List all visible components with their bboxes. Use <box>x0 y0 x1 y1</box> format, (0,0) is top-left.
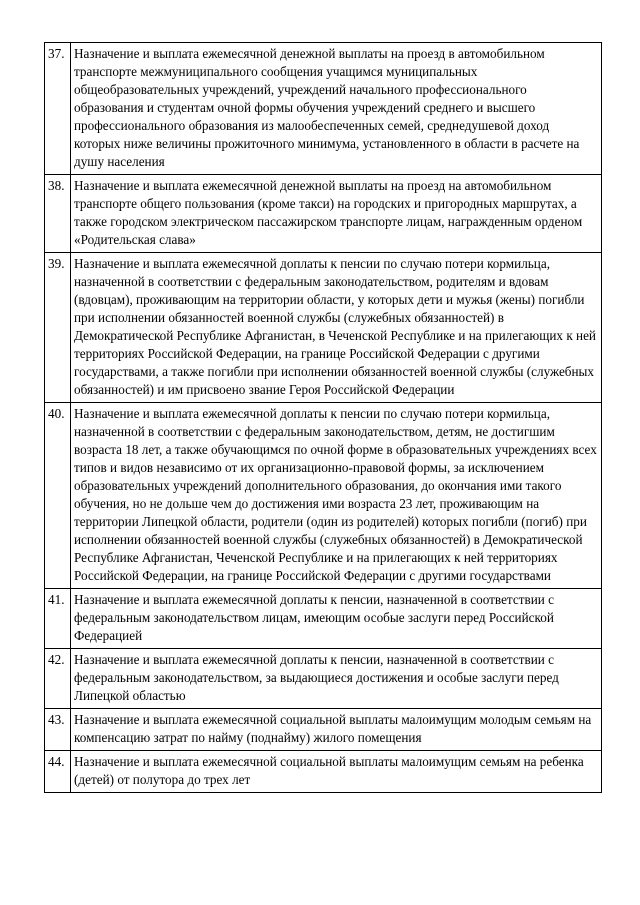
row-number: 42. <box>45 649 71 709</box>
table-row <box>45 751 602 793</box>
row-text: Назначение и выплата ежемесячной денежной выплаты на проезд в автомобильном транспорте межмуниципального сообщения учащимся муниципальных общеобразовательных учреждений, учреждений начального профессионального образования и студентам очной формы обучения учреждений среднего и высшего профессионального образования из малообеспеченных семей, среднедушевой доход которых ниже величины прожиточного минимума, установленного в области в расчете на душу населения <box>71 43 602 175</box>
row-text: Назначение и выплата ежемесячной доплаты к пенсии по случаю потери кормильца, назначенной в соответствии с федеральным законодательством, родителям и вдовам (вдовцам), проживающим на территории области, у которых дети и мужья (жены) погибли при исполнении обязанностей военной службы (служебных обязанностей) в Демократической Республике Афганистан, в Чеченской Республике и на прилегающих к ней территориях Российской Федерации, на границе Российской Федерации с другими государствами, а также погибли при исполнении обязанностей военной службы (служебных обязанностей) и им присвоено звание Героя Российской Федерации <box>71 253 602 403</box>
row-number: 40. <box>45 403 71 589</box>
row-text: Назначение и выплата ежемесячной доплаты к пенсии по случаю потери кормильца, назначенной в соответствии с федеральным законодательством, детям, не достигшим возраста 18 лет, а также обучающимся по очной форме в образовательных учреждениях всех типов и видов независимо от их организационно-правовой формы, за исключением образовательных учреждений дополнительного образования, до окончания ими такого обучения, но не дольше чем до достижения ими возраста 23 лет, проживающим на территории Липецкой области, родители (один из родителей) которых погибли (погиб) при исполнении обязанностей военной службы (служебных обязанностей) в Демократической Республике Афганистан, Чеченской Республике и на прилегающих к ней территориях Российской Федерации, на границе Российской Федерации с другими государствами <box>71 403 602 589</box>
row-number: 37. <box>45 43 71 175</box>
row-text: Назначение и выплата ежемесячной социальной выплаты малоимущим семьям на ребенка (детей) от полутора до трех лет <box>71 751 602 793</box>
table-row <box>45 403 602 589</box>
row-text: Назначение и выплата ежемесячной социальной выплаты малоимущим молодым семьям на компенсацию затрат по найму (поднайму) жилого помещения <box>71 709 602 751</box>
services-table <box>44 42 602 793</box>
row-number: 41. <box>45 589 71 649</box>
document-page <box>44 42 602 793</box>
table-row <box>45 589 602 649</box>
table-row <box>45 649 602 709</box>
row-number: 43. <box>45 709 71 751</box>
table-row <box>45 253 602 403</box>
table-row <box>45 175 602 253</box>
table-row <box>45 709 602 751</box>
row-text: Назначение и выплата ежемесячной доплаты к пенсии, назначенной в соответствии с федеральным законодательством, за выдающиеся достижения и особые заслуги перед Липецкой областью <box>71 649 602 709</box>
row-text: Назначение и выплата ежемесячной денежной выплаты на проезд на автомобильном транспорте общего пользования (кроме такси) на городских и пригородных маршрутах, а также городском электрическом пассажирском транспорте лицам, награжденным орденом «Родительская слава» <box>71 175 602 253</box>
row-number: 44. <box>45 751 71 793</box>
row-text: Назначение и выплата ежемесячной доплаты к пенсии, назначенной в соответствии с федеральным законодательством лицам, имеющим особые заслуги перед Российской Федерацией <box>71 589 602 649</box>
table-row <box>45 43 602 175</box>
row-number: 38. <box>45 175 71 253</box>
row-number: 39. <box>45 253 71 403</box>
